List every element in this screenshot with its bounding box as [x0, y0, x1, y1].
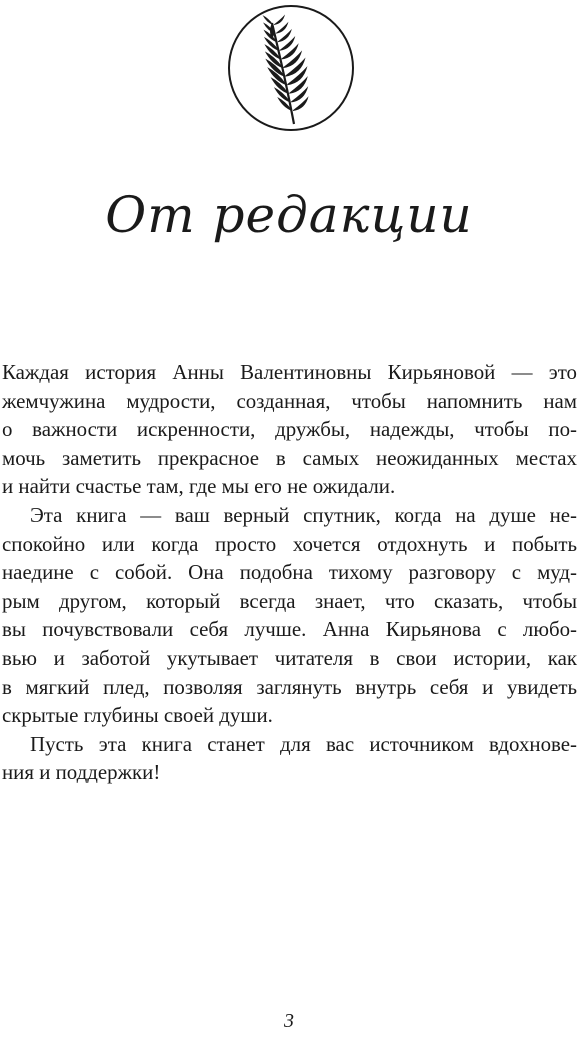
text-line: Эта книга — ваш верный спутник, когда на душе не-	[30, 502, 577, 527]
text-line: рым другом, который всегда знает, что сказать, чтобы	[2, 588, 577, 613]
text-line: наедине с собой. Она подобна тихому разговору с муд-	[2, 560, 577, 585]
paragraph	[2, 358, 577, 501]
text-line: вью и заботой укутывает читателя в свои истории, как	[2, 645, 577, 670]
text-line: спокойно или когда просто хочется отдохнуть и побыть	[2, 531, 577, 556]
text-line: жемчужина мудрости, созданная, чтобы напомнить нам	[2, 388, 577, 413]
text-line: скрытые глубины своей души.	[2, 703, 273, 728]
text-line: в мягкий плед, позволяя заглянуть внутрь себя и увидеть	[2, 674, 577, 699]
text-line: и найти счастье там, где мы его не ожидали.	[2, 474, 396, 499]
text-line: мочь заметить прекрасное в самых неожиданных местах	[2, 445, 577, 470]
emblem	[226, 3, 356, 133]
leaf-frond	[274, 15, 285, 25]
page-title: От редакции	[105, 186, 473, 244]
paragraph	[2, 501, 577, 730]
text-line: вы почувствовали себя лучше. Анна Кирьянова с любо-	[2, 617, 577, 642]
palm-leaf-icon	[226, 3, 356, 133]
body-text	[2, 358, 577, 787]
text-line: Пусть эта книга станет для вас источником вдохнове-	[30, 731, 577, 756]
text-line: о важности искренности, дружбы, надежды, чтобы по-	[2, 417, 577, 442]
paragraph	[2, 730, 577, 787]
text-line: Каждая история Анны Валентиновны Кирьяновой — это	[2, 360, 577, 384]
text-line: ния и поддержки!	[2, 760, 161, 785]
page-number: 3	[284, 1010, 294, 1032]
